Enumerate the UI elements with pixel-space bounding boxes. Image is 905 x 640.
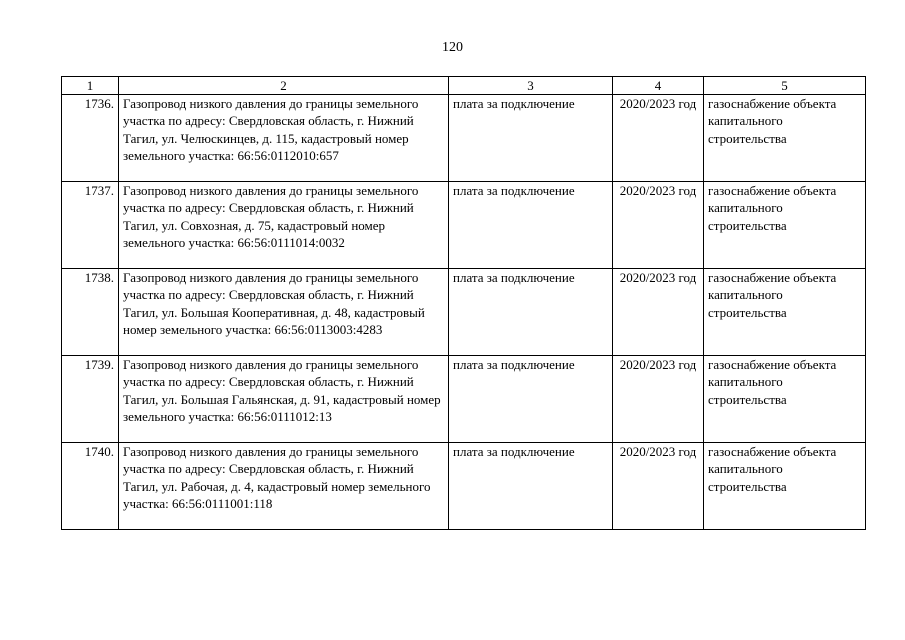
document-table — [61, 76, 866, 530]
term: 2020/2023 год — [613, 95, 704, 182]
purpose: газоснабжение объекта капитального строительства — [704, 443, 866, 530]
basis: плата за подключение — [449, 182, 613, 269]
table-row — [62, 95, 866, 182]
term: 2020/2023 год — [613, 182, 704, 269]
object-name: Газопровод низкого давления до границы земельного участка по адресу: Свердловская область, г. Нижний Тагил, ул. Большая Гальянская, д. 91, кадастровый номер земельного участка: 66:56:0111012:13 — [119, 356, 449, 443]
purpose: газоснабжение объекта капитального строительства — [704, 182, 866, 269]
table-row — [62, 182, 866, 269]
term: 2020/2023 год — [613, 443, 704, 530]
page-number: 120 — [442, 40, 463, 55]
row-number: 1738. — [62, 269, 119, 356]
term: 2020/2023 год — [613, 269, 704, 356]
object-name: Газопровод низкого давления до границы земельного участка по адресу: Свердловская область, г. Нижний Тагил, ул. Рабочая, д. 4, кадастровый номер земельного участка: 66:56:0111001:118 — [119, 443, 449, 530]
row-number: 1739. — [62, 356, 119, 443]
header-cell-2: 2 — [119, 77, 449, 95]
basis: плата за подключение — [449, 356, 613, 443]
object-name: Газопровод низкого давления до границы земельного участка по адресу: Свердловская область, г. Нижний Тагил, ул. Совхозная, д. 75, кадастровый номер земельного участка: 66:56:0111014:0032 — [119, 182, 449, 269]
table-row — [62, 443, 866, 530]
object-name: Газопровод низкого давления до границы земельного участка по адресу: Свердловская область, г. Нижний Тагил, ул. Челюскинцев, д. 115, кадастровый номер земельного участка: 66:56:0112010:657 — [119, 95, 449, 182]
object-name: Газопровод низкого давления до границы земельного участка по адресу: Свердловская область, г. Нижний Тагил, ул. Большая Кооперативная, д. 48, кадастровый номер земельного участка: 66:56:0113003:4283 — [119, 269, 449, 356]
basis: плата за подключение — [449, 269, 613, 356]
table-row — [62, 269, 866, 356]
header-cell-3: 3 — [449, 77, 613, 95]
header-cell-1: 1 — [62, 77, 119, 95]
table-row — [62, 356, 866, 443]
basis: плата за подключение — [449, 443, 613, 530]
header-cell-5: 5 — [704, 77, 866, 95]
purpose: газоснабжение объекта капитального строительства — [704, 356, 866, 443]
header-cell-4: 4 — [613, 77, 704, 95]
term: 2020/2023 год — [613, 356, 704, 443]
row-number: 1737. — [62, 182, 119, 269]
header-row — [62, 77, 866, 95]
purpose: газоснабжение объекта капитального строительства — [704, 95, 866, 182]
row-number: 1740. — [62, 443, 119, 530]
row-number: 1736. — [62, 95, 119, 182]
basis: плата за подключение — [449, 95, 613, 182]
purpose: газоснабжение объекта капитального строительства — [704, 269, 866, 356]
